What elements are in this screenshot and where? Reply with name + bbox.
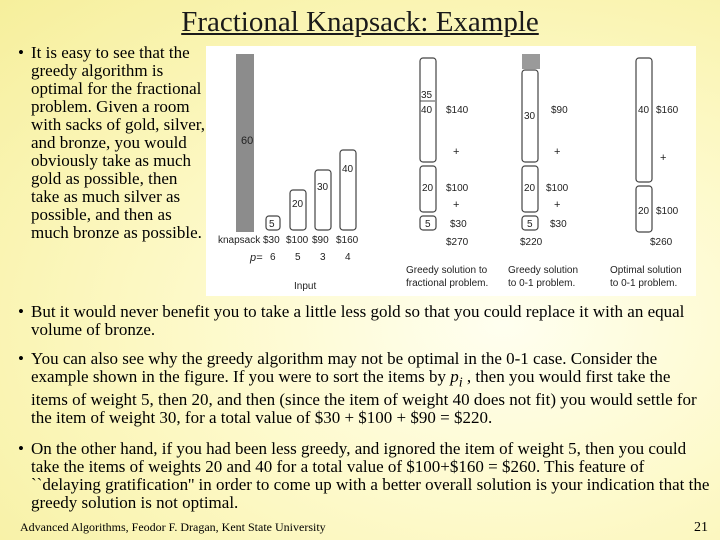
optimal01-caption: to 0-1 problem. — [610, 278, 678, 289]
greedy01-total: $220 — [520, 237, 543, 248]
input-item-weight: 5 — [269, 219, 275, 230]
fractional-item-value: $140 — [446, 105, 469, 116]
input-item-value: $160 — [336, 235, 359, 246]
input-item-value: $100 — [286, 235, 309, 246]
fractional-item-weight: 20 — [422, 183, 434, 194]
fraction-denominator: 40 — [421, 105, 433, 116]
greedy01-caption: Greedy solution — [508, 265, 579, 276]
input-item-box — [315, 170, 331, 230]
input-item-box — [340, 150, 356, 230]
fractional-caption: Greedy solution to — [406, 265, 488, 276]
footer-credit: Advanced Algorithms, Feodor F. Dragan, Kent State University — [20, 520, 326, 534]
input-item-weight: 40 — [342, 164, 354, 175]
plus-sign: + — [453, 199, 460, 211]
paragraph-greedy-01 — [18, 349, 711, 428]
bullet: • — [18, 349, 24, 368]
fraction-numerator: 35 — [421, 90, 433, 101]
unused-capacity — [522, 54, 540, 69]
plus-sign: + — [660, 152, 667, 164]
fractional-caption: fractional problem. — [406, 278, 489, 289]
paragraph-less-greedy — [18, 439, 711, 512]
input-item-value: $90 — [312, 235, 329, 246]
greedy01-item-value: $100 — [546, 183, 569, 194]
optimal01-item-value: $160 — [656, 105, 679, 116]
greedy01-item-value: $90 — [551, 105, 568, 116]
optimal01-total: $260 — [650, 237, 673, 248]
ratio-symbol: p — [450, 367, 459, 386]
input-item-value: $30 — [263, 235, 280, 246]
page-number: 21 — [694, 520, 708, 535]
ratio-label: p= — [250, 252, 263, 264]
input-item-weight: 30 — [317, 182, 329, 193]
paragraph-bronze — [18, 302, 711, 339]
plus-sign: + — [554, 199, 561, 211]
greedy01-item-weight: 5 — [527, 219, 533, 230]
bullet: • — [18, 439, 24, 458]
greedy01-caption: to 0-1 problem. — [508, 278, 576, 289]
knapsack-capacity: 60 — [241, 135, 254, 147]
optimal01-item-weight: 40 — [638, 105, 650, 116]
knapsack-diagram — [206, 46, 696, 296]
paragraph-text: You can also see why the greedy algorithm may not be optimal in the 0-1 case. Consider the example shown in the figure. If you were to sort the items by — [31, 349, 658, 386]
bullet: • — [18, 43, 24, 62]
plus-sign: + — [453, 146, 460, 158]
input-item-ratio: 5 — [295, 252, 301, 263]
optimal01-item-weight: 20 — [638, 206, 650, 217]
optimal01-item-value: $100 — [656, 206, 679, 217]
input-item-ratio: 3 — [320, 252, 326, 263]
slide-title: Fractional Knapsack: Example — [181, 6, 539, 38]
paragraph-fractional-optimal — [18, 43, 206, 242]
knapsack-label: knapsack — [218, 235, 261, 246]
optimal01-caption: Optimal solution — [610, 265, 682, 276]
input-item-box — [290, 190, 306, 230]
input-item-weight: 20 — [292, 199, 304, 210]
greedy01-item-weight: 30 — [524, 111, 536, 122]
optimal01-item-box — [636, 58, 652, 182]
input-item-ratio: 4 — [345, 252, 351, 263]
fractional-item-value: $100 — [446, 183, 469, 194]
bullet: • — [18, 302, 24, 321]
fractional-item-weight: 5 — [425, 219, 431, 230]
plus-sign: + — [554, 146, 561, 158]
paragraph-text: It is easy to see that the greedy algorithm is optimal for the fractional problem. Given a room with sacks of gold, silver, and bronze, you would obviously take as much gold as possible, then take as much silver as possible, and then as much bronze as possible. — [31, 43, 206, 242]
input-label: Input — [294, 281, 317, 292]
input-item-ratio: 6 — [270, 252, 276, 263]
fractional-item-value: $30 — [450, 219, 467, 230]
paragraph-text: On the other hand, if you had been less greedy, and ignored the item of weight 5, then you could take the items of weights 20 and 40 for a total value of $100+$160 = $260. This feature of ``delaying gratification'' in order to come up with a better overall solution is your indication that the greedy solution is not optimal. — [31, 439, 710, 512]
knapsack-figure — [206, 46, 696, 296]
paragraph-text: But it would never benefit you to take a little less gold so that you could replace it with an equal volume of bronze. — [31, 302, 685, 339]
greedy01-item-value: $30 — [550, 219, 567, 230]
paragraph-text: , then you would first take the items of weight 5, then 20, and then (since the item of weight 40 does not fit) you would settle for the item of weight 30, for a total value of $30 + $100 + $90 = $220. — [31, 367, 697, 428]
ratio-subscript: i — [458, 374, 463, 391]
greedy01-item-weight: 20 — [524, 183, 536, 194]
fractional-total: $270 — [446, 237, 469, 248]
